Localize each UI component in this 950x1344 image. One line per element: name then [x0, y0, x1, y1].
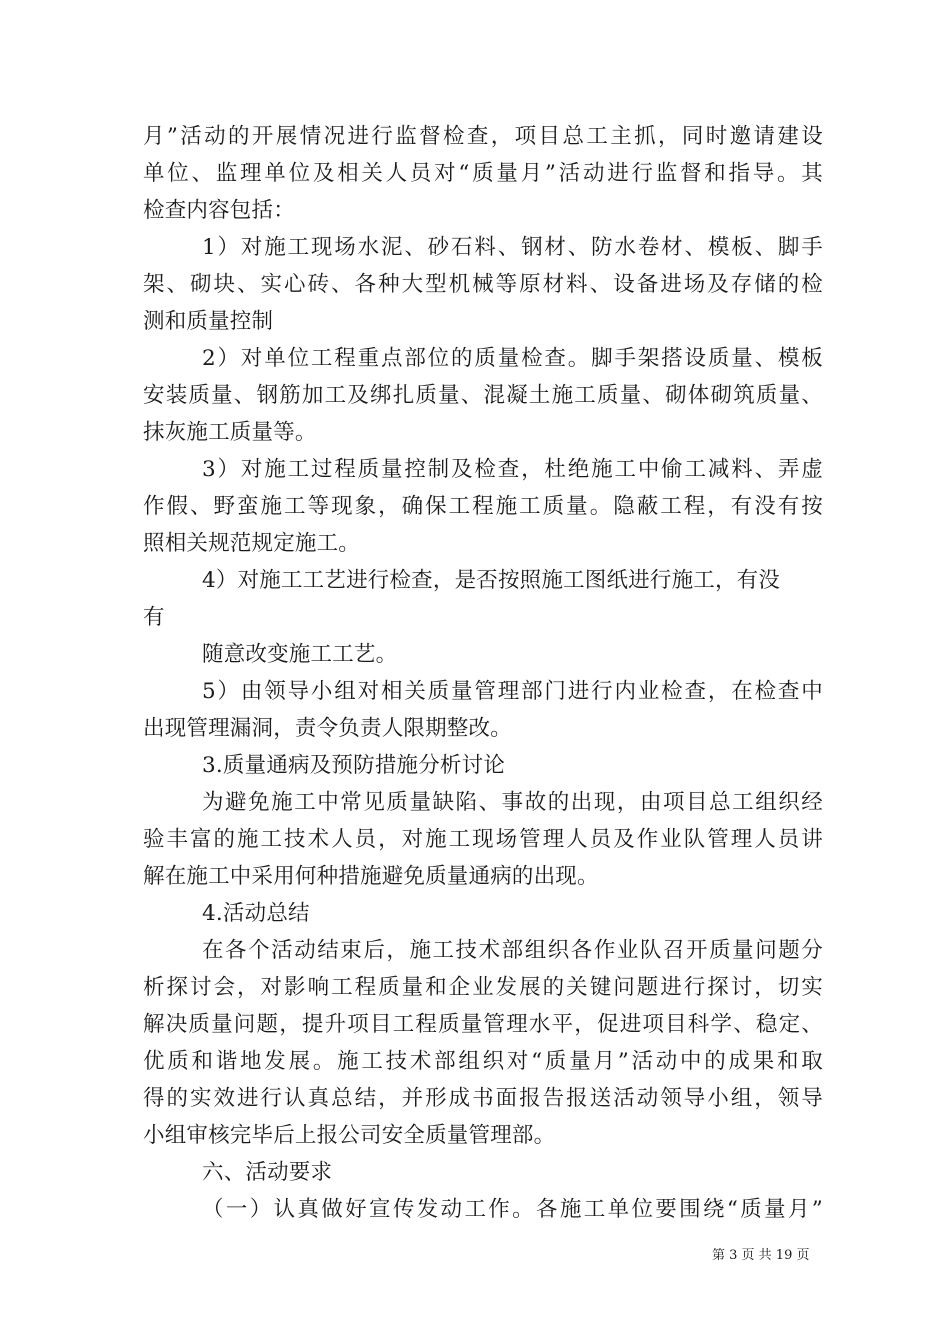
- text-line: 出现管理漏洞，责令负责人限期整改。: [143, 716, 512, 741]
- body-text: [143, 118, 823, 1228]
- text-line: 为避免施工中常见质量缺陷、事故的出现，由项目总工组织经: [202, 790, 823, 815]
- page-number-footer: 第 3 页 共 19 页: [712, 1248, 810, 1263]
- text-line: 优质和谐地发展。施工技术部组织对“质量月”活动中的成果和取: [143, 1049, 823, 1074]
- text-line: 1）对施工现场水泥、砂石料、钢材、防水卷材、模板、脚手: [202, 235, 823, 260]
- text-line: 析探讨会，对影响工程质量和企业发展的关键问题进行探讨，切实: [143, 975, 823, 1000]
- text-line: 月”活动的开展情况进行监督检查，项目总工主抓，同时邀请建设: [143, 124, 823, 149]
- text-line: 抹灰施工质量等。: [143, 420, 317, 445]
- text-line: 安装质量、钢筋加工及绑扎质量、混凝土施工质量、砌体砌筑质量、: [143, 383, 823, 408]
- text-line: 有: [143, 605, 165, 630]
- text-line: 3）对施工过程质量控制及检查，杜绝施工中偷工减料、弄虚: [202, 457, 823, 482]
- text-line: 小组审核完毕后上报公司安全质量管理部。: [143, 1123, 556, 1148]
- text-line: 4）对施工工艺进行检查，是否按照施工图纸进行施工，有没: [202, 568, 781, 593]
- text-line: 检查内容包括：: [143, 198, 295, 223]
- text-line: 2）对单位工程重点部位的质量检查。脚手架搭设质量、模板: [202, 346, 823, 371]
- text-line: 5）由领导小组对相关质量管理部门进行内业检查，在检查中: [202, 679, 823, 704]
- text-line: 4.活动总结: [202, 901, 310, 926]
- text-line: 单位、监理单位及相关人员对“质量月”活动进行监督和指导。其: [143, 161, 823, 186]
- text-line: 验丰富的施工技术人员，对施工现场管理人员及作业队管理人员讲: [143, 827, 823, 852]
- text-line: 六、活动要求: [202, 1160, 333, 1185]
- text-line: 照相关规范规定施工。: [143, 531, 361, 556]
- text-line: （一）认真做好宣传发动工作。各施工单位要围绕“质量月”: [202, 1197, 823, 1222]
- text-line: 3.质量通病及预防措施分析讨论: [202, 753, 506, 778]
- text-line: 架、砌块、实心砖、各种大型机械等原材料、设备进场及存储的检: [143, 272, 823, 297]
- text-line: 随意改变施工工艺。: [202, 642, 398, 667]
- text-line: 在各个活动结束后，施工技术部组织各作业队召开质量问题分: [202, 938, 823, 963]
- text-line: 测和质量控制: [143, 309, 274, 334]
- text-line: 解在施工中采用何种措施避免质量通病的出现。: [143, 864, 599, 889]
- text-line: 解决质量问题，提升项目工程质量管理水平，促进项目科学、稳定、: [143, 1012, 823, 1037]
- text-line: 得的实效进行认真总结，并形成书面报告报送活动领导小组，领导: [143, 1086, 823, 1111]
- text-line: 作假、野蛮施工等现象，确保工程施工质量。隐蔽工程，有没有按: [143, 494, 823, 519]
